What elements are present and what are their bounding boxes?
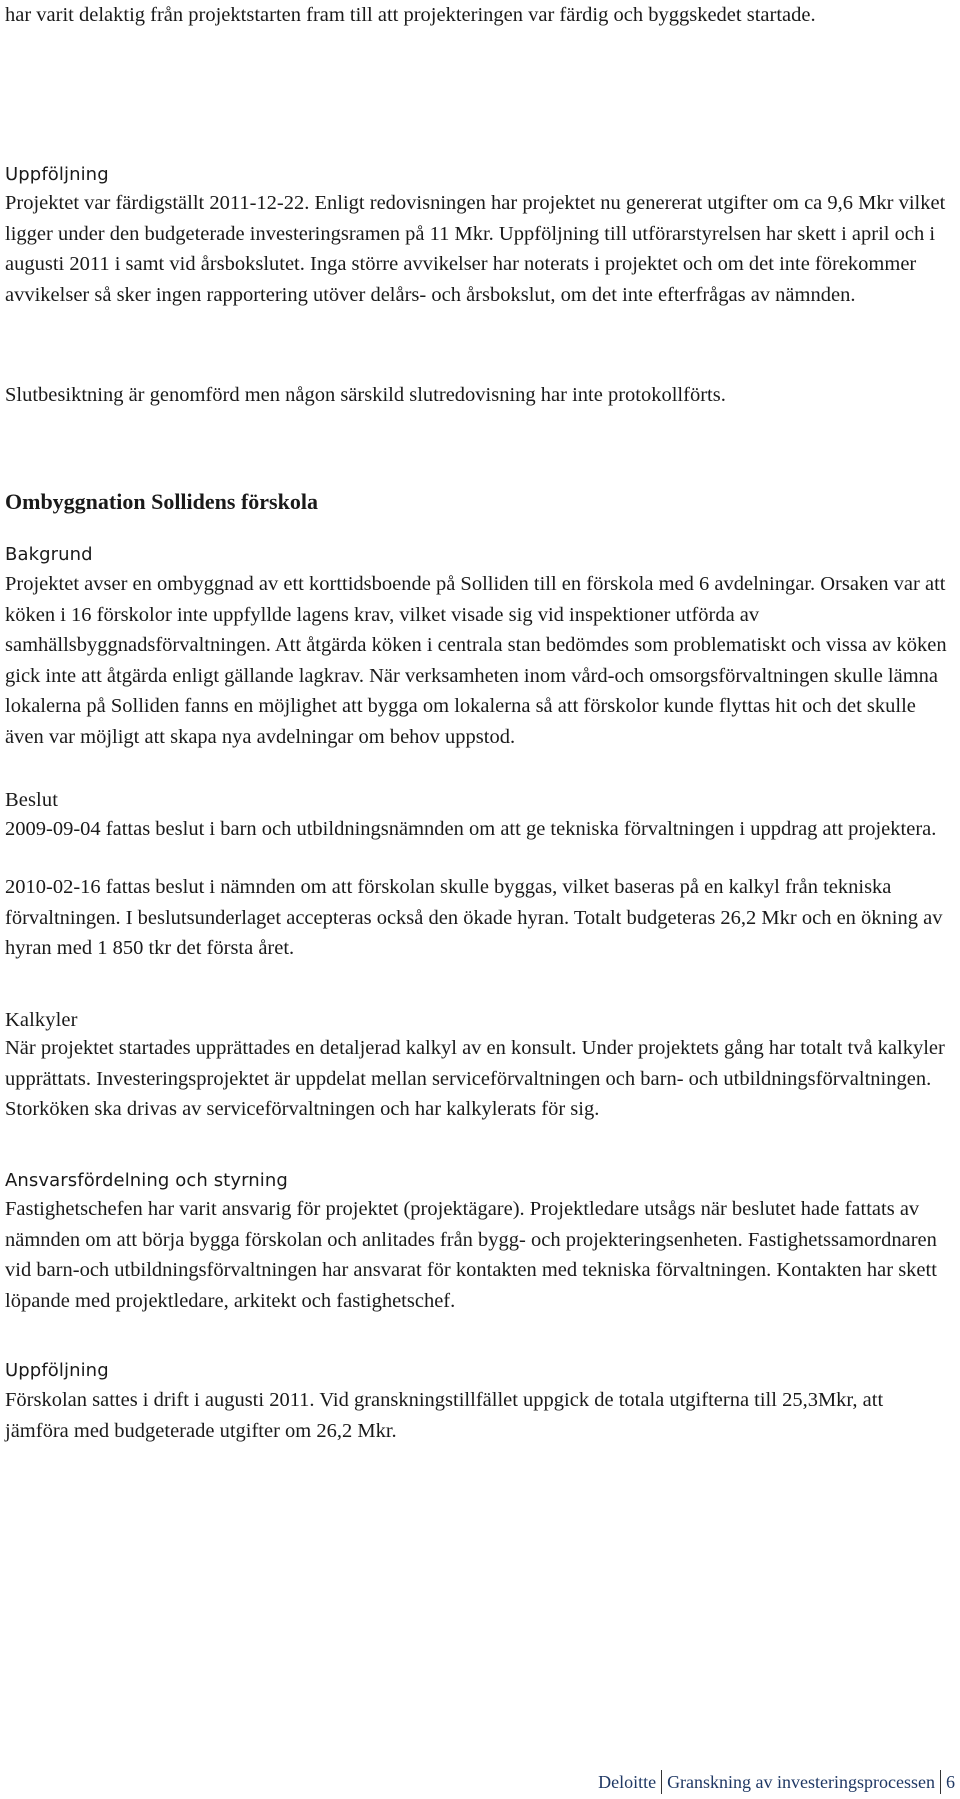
uppfoljning2-paragraph: Förskolan sattes i drift i augusti 2011. Vid granskningstillfället uppgick de totala utgifterna till 25,3Mkr, att jämföra med budgeterade utgifter om 26,2 Mkr.: [5, 1389, 884, 1442]
ansvar-label: Ansvarsfördelning och styrning: [5, 1170, 288, 1191]
kalkyler-label: Kalkyler: [5, 1009, 78, 1031]
footer-company: Deloitte: [598, 1772, 657, 1792]
bakgrund-paragraph: Projektet avser en ombyggnad av ett korttidsboende på Solliden till en förskola med 6 avdelningar. Orsaken var att köken i 16 förskolor inte uppfyllde lagens krav, vilket visade sig vid inspektioner utförda av samhällsbyggnadsförvaltningen. Att åtgärda köken i centrala stan bedömdes som problematiskt och vissa av köken gick inte att åtgärda enligt gällande lagkrav. När verksamheten inom vård-och omsorgsförvaltningen skulle lämna lokalerna på Solliden fanns en möjlighet att bygga om lokalerna så att förskolor kunde flyttas hit och det skulle även var möjligt att skapa nya avdelningar om behov uppstod.: [5, 573, 947, 748]
slutbesiktning-paragraph: Slutbesiktning är genomförd men någon särskild slutredovisning har inte protokollförts.: [5, 384, 726, 406]
footer-separator: [940, 1770, 941, 1794]
footer-page-number: 6: [946, 1772, 955, 1792]
section-heading: Ombyggnation Sollidens förskola: [5, 489, 318, 514]
footer-document-title: Granskning av investeringsprocessen: [667, 1772, 935, 1792]
footer-separator: [661, 1770, 662, 1794]
intro-paragraph: har varit delaktig från projektstarten fram till att projekteringen var färdig och byggskedet startade.: [5, 4, 816, 26]
page-footer: [598, 1770, 955, 1794]
bakgrund-label: Bakgrund: [5, 544, 93, 565]
uppfoljning2-label: Uppföljning: [5, 1360, 109, 1381]
beslut-label: Beslut: [5, 789, 58, 811]
uppfoljning-label: Uppföljning: [5, 164, 109, 185]
beslut-paragraph-2: 2010-02-16 fattas beslut i nämnden om att förskolan skulle byggas, vilket baseras på en kalkyl från tekniska förvaltningen. I beslutsunderlaget accepteras också den ökade hyran. Totalt budgeteras 26,2 Mkr och en ökning av hyran med 1 850 tkr det första året.: [5, 876, 943, 959]
beslut-paragraph-1: 2009-09-04 fattas beslut i barn och utbildningsnämnden om att ge tekniska förvaltningen i uppdrag att projektera.: [5, 818, 937, 840]
uppfoljning-paragraph: Projektet var färdigställt 2011-12-22. Enligt redovisningen har projektet nu genererat utgifter om ca 9,6 Mkr vilket ligger under den budgeterade investeringsramen på 11 Mkr. Uppföljning till utförarstyrelsen har skett i april och i augusti 2011 i samt vid årsbokslutet. Inga större avvikelser har noterats i projektet och om det inte förekommer avvikelser så sker ingen rapportering utöver delårs- och årsbokslut, om det inte efterfrågas av nämnden.: [5, 192, 946, 306]
kalkyler-paragraph: När projektet startades upprättades en detaljerad kalkyl av en konsult. Under projektets gång har totalt två kalkyler upprättats. Investeringsprojektet är uppdelat mellan serviceförvaltningen och barn- och utbildningsförvaltningen. Storköken ska drivas av serviceförvaltningen och har kalkylerats för sig.: [5, 1037, 945, 1120]
ansvar-paragraph: Fastighetschefen har varit ansvarig för projektet (projektägare). Projektledare utsågs när beslutet hade fattats av nämnden om att börja bygga förskolan och anlitades från bygg- och projekteringsenheten. Fastighetssamordnaren vid barn-och utbildningsförvaltningen har ansvarat för kontakten med tekniska förvaltningen. Kontakten har skett löpande med projektledare, arkitekt och fastighetschef.: [5, 1198, 937, 1312]
